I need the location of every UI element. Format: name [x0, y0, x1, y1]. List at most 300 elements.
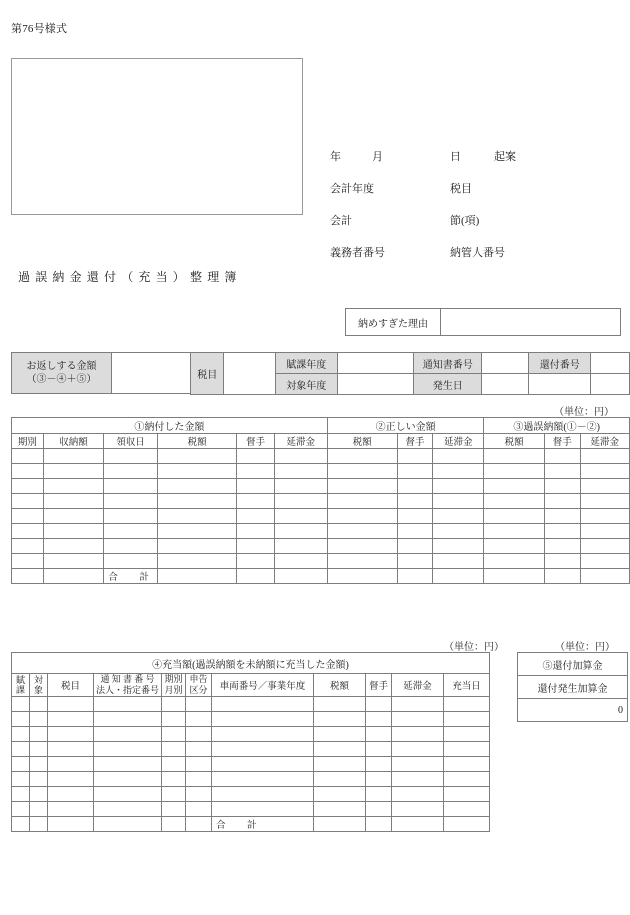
cell[interactable]: [212, 727, 314, 742]
meta-tax-item-label: 税目: [450, 183, 472, 195]
cell[interactable]: [327, 554, 397, 569]
target-year-value[interactable]: [337, 374, 414, 395]
cell[interactable]: [94, 802, 162, 817]
cell[interactable]: [397, 569, 432, 584]
cell[interactable]: [580, 479, 630, 494]
cell[interactable]: [12, 494, 44, 509]
payments-table: [11, 417, 630, 584]
cell[interactable]: [94, 757, 162, 772]
cell[interactable]: [366, 787, 392, 802]
cell[interactable]: [392, 802, 444, 817]
allocation-col-arrears: 延滞金: [392, 674, 444, 697]
cell[interactable]: [186, 742, 212, 757]
cell[interactable]: [12, 742, 30, 757]
cell[interactable]: [274, 524, 327, 539]
cell[interactable]: [157, 494, 236, 509]
allocation-col-declaration: [186, 674, 212, 697]
cell[interactable]: [314, 802, 366, 817]
cell[interactable]: [186, 697, 212, 712]
cell[interactable]: [237, 569, 274, 584]
cell[interactable]: [162, 787, 186, 802]
cell[interactable]: [484, 539, 545, 554]
payments-col-0: 期別: [12, 434, 44, 449]
cell[interactable]: [94, 697, 162, 712]
cell[interactable]: [12, 554, 44, 569]
cell[interactable]: [186, 787, 212, 802]
cell[interactable]: [274, 449, 327, 464]
cell[interactable]: [162, 727, 186, 742]
cell[interactable]: [544, 524, 580, 539]
cell[interactable]: [433, 494, 484, 509]
cell[interactable]: [162, 772, 186, 787]
cell[interactable]: [237, 479, 274, 494]
payments-column-header-row: [12, 434, 630, 449]
cell[interactable]: [30, 712, 48, 727]
payments-col-11: 延滞金: [580, 434, 630, 449]
cell[interactable]: [444, 802, 490, 817]
cell[interactable]: [157, 479, 236, 494]
reason-value[interactable]: [441, 309, 621, 336]
allocation-col-date: 充当日: [444, 674, 490, 697]
cell[interactable]: [544, 539, 580, 554]
meta-row-numbers: [330, 246, 620, 260]
cell[interactable]: [12, 524, 44, 539]
meta-section-label: 節(項): [450, 215, 480, 227]
cell[interactable]: [544, 449, 580, 464]
cell[interactable]: [392, 727, 444, 742]
allocation-declaration-line1: 申告: [189, 674, 208, 684]
cell[interactable]: [544, 569, 580, 584]
cell[interactable]: [444, 697, 490, 712]
cell[interactable]: [392, 772, 444, 787]
notice-number-value[interactable]: [482, 353, 529, 374]
cell[interactable]: [186, 772, 212, 787]
cell[interactable]: [157, 509, 236, 524]
cell[interactable]: [314, 727, 366, 742]
cell[interactable]: [162, 742, 186, 757]
spacer: [12, 569, 44, 584]
cell[interactable]: [43, 449, 104, 464]
cell[interactable]: [366, 727, 392, 742]
cell[interactable]: [327, 569, 397, 584]
table-row: [12, 757, 490, 772]
table-row: [12, 742, 490, 757]
cell[interactable]: [30, 757, 48, 772]
meta-obligor-number-label: 義務者番号: [330, 247, 385, 259]
cell[interactable]: [397, 494, 432, 509]
table-row: [12, 712, 490, 727]
payments-col-7: 督手: [397, 434, 432, 449]
cell[interactable]: [484, 494, 545, 509]
cell[interactable]: [327, 494, 397, 509]
cell[interactable]: [48, 772, 94, 787]
form-number: 第76号様式: [11, 23, 68, 35]
taxitem-filler-value[interactable]: [591, 374, 630, 395]
cell[interactable]: [157, 449, 236, 464]
cell[interactable]: [484, 569, 545, 584]
allocation-col-period: [162, 674, 186, 697]
meta-row-date: [330, 150, 620, 164]
cell[interactable]: [366, 802, 392, 817]
cell[interactable]: [327, 479, 397, 494]
cell[interactable]: [12, 509, 44, 524]
cell[interactable]: [314, 712, 366, 727]
cell[interactable]: [484, 449, 545, 464]
cell[interactable]: [580, 449, 630, 464]
cell[interactable]: [43, 464, 104, 479]
cell[interactable]: [433, 524, 484, 539]
reason-box: [345, 308, 621, 336]
cell[interactable]: [104, 449, 158, 464]
allocation-col-fee: 督手: [366, 674, 392, 697]
cell[interactable]: [157, 464, 236, 479]
meta-date-month: 月: [372, 151, 383, 163]
payments-col-5: 延滞金: [274, 434, 327, 449]
cell[interactable]: [212, 697, 314, 712]
addition-amount-box: [517, 652, 628, 722]
payments-group-2: ②正しい金額: [327, 418, 484, 434]
table-row: [191, 353, 630, 374]
cell[interactable]: [484, 509, 545, 524]
cell[interactable]: [94, 727, 162, 742]
cell[interactable]: [392, 712, 444, 727]
notice-number-label: 通知書番号: [414, 353, 482, 374]
cell[interactable]: [444, 772, 490, 787]
refund-number-value[interactable]: [591, 353, 630, 374]
cell[interactable]: [104, 554, 158, 569]
cell[interactable]: [12, 802, 30, 817]
allocation-col-taxamount: 税額: [314, 674, 366, 697]
cell[interactable]: [237, 509, 274, 524]
cell[interactable]: [580, 464, 630, 479]
cell[interactable]: [544, 464, 580, 479]
refund-number-label: 還付番号: [529, 353, 591, 374]
payments-col-9: 税額: [484, 434, 545, 449]
cell[interactable]: [580, 554, 630, 569]
cell[interactable]: [94, 712, 162, 727]
table-row: [12, 539, 630, 554]
allocation-declaration-line2: 区分: [189, 685, 208, 695]
cell[interactable]: [30, 697, 48, 712]
levy-year-value[interactable]: [337, 353, 414, 374]
cell[interactable]: [544, 494, 580, 509]
cell[interactable]: [30, 742, 48, 757]
cell[interactable]: [237, 524, 274, 539]
cell[interactable]: [397, 509, 432, 524]
cell[interactable]: [48, 697, 94, 712]
cell[interactable]: [314, 697, 366, 712]
addition-subtitle: 還付発生加算金: [518, 676, 628, 699]
cell[interactable]: [157, 554, 236, 569]
cell[interactable]: [30, 802, 48, 817]
cell[interactable]: [48, 742, 94, 757]
allocation-period-line1: 期別: [164, 674, 183, 684]
cell[interactable]: [366, 712, 392, 727]
cell[interactable]: [544, 509, 580, 524]
cell[interactable]: [366, 742, 392, 757]
target-year-label: 対象年度: [275, 374, 337, 395]
cell[interactable]: [12, 712, 30, 727]
cell[interactable]: [314, 772, 366, 787]
cell[interactable]: [580, 509, 630, 524]
meta-block: [330, 150, 620, 278]
meta-custodian-number-label: 納管人番号: [450, 247, 505, 259]
cell[interactable]: [237, 464, 274, 479]
meta-fiscal-year-label: 会計年度: [330, 183, 374, 195]
cell[interactable]: [43, 539, 104, 554]
taxitem-filler-cell: [529, 374, 591, 395]
table-row: [12, 697, 490, 712]
cell[interactable]: [48, 787, 94, 802]
spacer: [162, 817, 186, 832]
payments-total-row: [12, 569, 630, 584]
cell[interactable]: [366, 772, 392, 787]
cell[interactable]: [580, 569, 630, 584]
cell[interactable]: [104, 494, 158, 509]
spacer: [94, 817, 162, 832]
cell[interactable]: [48, 802, 94, 817]
payments-col-4: 督手: [237, 434, 274, 449]
cell[interactable]: [327, 449, 397, 464]
cell[interactable]: [237, 494, 274, 509]
unit-note-payments: （単位：円）: [554, 407, 614, 418]
cell[interactable]: [397, 539, 432, 554]
table-row: [518, 699, 628, 722]
addition-title: ⑤還付加算金: [518, 653, 628, 676]
cell[interactable]: [397, 554, 432, 569]
cell[interactable]: [12, 757, 30, 772]
cell[interactable]: [43, 479, 104, 494]
allocation-column-header-row: [12, 674, 490, 697]
cell[interactable]: [157, 524, 236, 539]
cell[interactable]: [392, 817, 444, 832]
cell[interactable]: [212, 757, 314, 772]
cell[interactable]: [162, 802, 186, 817]
cell[interactable]: [274, 509, 327, 524]
cell[interactable]: [433, 569, 484, 584]
cell[interactable]: [274, 479, 327, 494]
allocation-period-line2: 月別: [164, 685, 183, 695]
table-row: [12, 554, 630, 569]
table-row: [12, 772, 490, 787]
cell[interactable]: [237, 539, 274, 554]
cell[interactable]: [366, 817, 392, 832]
cell[interactable]: [274, 539, 327, 554]
cell[interactable]: [12, 727, 30, 742]
cell[interactable]: [30, 772, 48, 787]
payments-col-8: 延滞金: [433, 434, 484, 449]
tax-item-label: 税目: [191, 353, 224, 395]
cell[interactable]: [433, 479, 484, 494]
cell[interactable]: [162, 697, 186, 712]
meta-row-account: [330, 214, 620, 228]
allocation-group-header-row: [12, 653, 490, 674]
cell[interactable]: [274, 569, 327, 584]
cell[interactable]: [544, 479, 580, 494]
tax-item-value[interactable]: [224, 353, 275, 395]
cell[interactable]: [237, 554, 274, 569]
cell[interactable]: [104, 479, 158, 494]
cell[interactable]: [580, 539, 630, 554]
cell[interactable]: [12, 479, 44, 494]
table-row: [12, 494, 630, 509]
allocation-total-label: 合 計: [212, 817, 314, 832]
cell[interactable]: [580, 524, 630, 539]
cell[interactable]: [12, 772, 30, 787]
cell[interactable]: [30, 787, 48, 802]
cell[interactable]: [94, 772, 162, 787]
cell[interactable]: [314, 817, 366, 832]
cell[interactable]: [186, 712, 212, 727]
allocation-notice-line2: 法人・指定番号: [96, 685, 160, 695]
cell[interactable]: [212, 787, 314, 802]
cell[interactable]: [366, 697, 392, 712]
table-row: [518, 676, 628, 699]
cell[interactable]: [104, 509, 158, 524]
cell[interactable]: [48, 712, 94, 727]
cell[interactable]: [162, 712, 186, 727]
cell[interactable]: [444, 757, 490, 772]
cell[interactable]: [162, 757, 186, 772]
cell[interactable]: [212, 802, 314, 817]
cell[interactable]: [186, 802, 212, 817]
cell[interactable]: [30, 727, 48, 742]
cell[interactable]: [157, 569, 236, 584]
cell[interactable]: [314, 742, 366, 757]
spacer: [48, 817, 94, 832]
cell[interactable]: [12, 449, 44, 464]
cell[interactable]: [397, 524, 432, 539]
table-row: [12, 524, 630, 539]
cell[interactable]: [12, 697, 30, 712]
cell[interactable]: [327, 509, 397, 524]
cell[interactable]: [43, 554, 104, 569]
cell[interactable]: [444, 712, 490, 727]
spacer: [12, 817, 30, 832]
cell[interactable]: [104, 524, 158, 539]
cell[interactable]: [484, 464, 545, 479]
cell[interactable]: [43, 509, 104, 524]
table-row: [12, 353, 197, 394]
cell[interactable]: [392, 787, 444, 802]
cell[interactable]: [484, 524, 545, 539]
cell[interactable]: [433, 464, 484, 479]
cell[interactable]: [314, 757, 366, 772]
cell[interactable]: [212, 772, 314, 787]
cell[interactable]: [366, 757, 392, 772]
allocation-notice-line1: 通 知 書 番 号: [100, 674, 155, 684]
cell[interactable]: [397, 449, 432, 464]
cell[interactable]: [397, 479, 432, 494]
cell[interactable]: [43, 494, 104, 509]
cell[interactable]: [12, 787, 30, 802]
cell[interactable]: [186, 727, 212, 742]
cell[interactable]: [327, 464, 397, 479]
spacer: [186, 817, 212, 832]
cell[interactable]: [274, 554, 327, 569]
occurrence-date-value[interactable]: [482, 374, 529, 395]
table-row: [12, 509, 630, 524]
cell[interactable]: [433, 449, 484, 464]
cell[interactable]: [392, 742, 444, 757]
spacer: [444, 817, 490, 832]
meta-date-day: 日: [450, 151, 461, 163]
allocation-group-header: ④充当額(過誤納額を未納額に充当した金額): [12, 653, 490, 674]
cell[interactable]: [314, 787, 366, 802]
allocation-col-target: 対象: [30, 674, 48, 697]
cell[interactable]: [484, 479, 545, 494]
meta-date-year: 年: [330, 151, 341, 163]
cell[interactable]: [48, 757, 94, 772]
cell[interactable]: [12, 539, 44, 554]
cell[interactable]: [392, 697, 444, 712]
meta-account-label: 会計: [330, 215, 352, 227]
allocation-col-vehicle: 車両番号／事業年度: [212, 674, 314, 697]
cell[interactable]: [274, 494, 327, 509]
addition-value[interactable]: 0: [518, 699, 628, 722]
cell[interactable]: [444, 742, 490, 757]
cell[interactable]: [444, 727, 490, 742]
table-row: [518, 653, 628, 676]
cell[interactable]: [484, 554, 545, 569]
refund-amount-box: [11, 352, 197, 394]
cell[interactable]: [444, 787, 490, 802]
cell[interactable]: [94, 742, 162, 757]
payments-group-header-row: [12, 418, 630, 434]
cell[interactable]: [392, 757, 444, 772]
cell[interactable]: [43, 524, 104, 539]
cell[interactable]: [433, 554, 484, 569]
cell[interactable]: [157, 539, 236, 554]
allocation-table: [11, 652, 490, 832]
cell[interactable]: [327, 524, 397, 539]
payments-group-1: ①納付した金額: [12, 418, 328, 434]
payments-col-10: 督手: [544, 434, 580, 449]
payments-total-label: 合 計: [104, 569, 158, 584]
table-row: [12, 787, 490, 802]
levy-year-label: 賦課年度: [275, 353, 337, 374]
cell[interactable]: [48, 727, 94, 742]
allocation-col-notice-number: [94, 674, 162, 697]
cell[interactable]: [544, 554, 580, 569]
cell[interactable]: [12, 464, 44, 479]
occurrence-date-label: 発生日: [414, 374, 482, 395]
cell[interactable]: [104, 539, 158, 554]
refund-amount-value[interactable]: [112, 353, 197, 394]
allocation-col-levy: 賦課: [12, 674, 30, 697]
cell[interactable]: [237, 449, 274, 464]
cell[interactable]: [212, 742, 314, 757]
refund-label-line1: お返しする金額: [26, 361, 97, 372]
cell[interactable]: [580, 494, 630, 509]
cell[interactable]: [433, 509, 484, 524]
reason-label: 納めすぎた理由: [346, 309, 441, 336]
cell[interactable]: [212, 712, 314, 727]
cell[interactable]: [274, 464, 327, 479]
unit-note-allocation: （単位：円）: [444, 642, 504, 653]
cell[interactable]: [397, 464, 432, 479]
table-row: [12, 802, 490, 817]
payments-col-2: 領収日: [104, 434, 158, 449]
cell[interactable]: [327, 539, 397, 554]
table-row: [12, 449, 630, 464]
stamp-approval-box: [11, 58, 303, 215]
tax-item-box: [190, 352, 630, 395]
cell[interactable]: [186, 757, 212, 772]
cell[interactable]: [94, 787, 162, 802]
cell[interactable]: [433, 539, 484, 554]
cell[interactable]: [104, 464, 158, 479]
